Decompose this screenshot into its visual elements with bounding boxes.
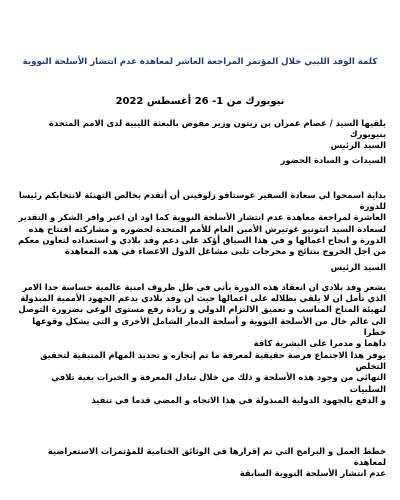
paragraph-line: خطط العمل و البرامج التي تم إقرارها في الوثائق الختامية للمؤتمرات الاستعراضية لمعاهدة	[47, 446, 386, 468]
paragraph-line: عدم انتشار الأسلحة النووية السابقة	[239, 468, 386, 479]
paragraph	[14, 350, 386, 406]
paragraph-line: يشعر وفد بلادي ان انعقاد هذه الدورة يأتي في ظل ظروف امنية عالمية حساسة جدا الامر	[22, 282, 386, 292]
paragraph-line: الدورة و انجاح اعمالها و في هذا السياق أؤكد على دعم وفد بلادي و استعداده لتعاون معكم	[18, 234, 386, 245]
document-title: كلمة الوفد الليبي خلال المؤتمر المراجعة العاشر لمعاهدة عدم انتشار الأسلحة النووية	[22, 57, 378, 67]
address-heading: السيدات و السادة الحضور	[280, 155, 386, 165]
paragraph	[14, 190, 386, 257]
address-heading: السيد الرئيس	[330, 262, 386, 272]
paragraph-line: لسعادة السيد انتونيو غوتيرش الأمين العام للأمم المتحدة لحضوره و مشاركته افتتاح هذه	[28, 223, 386, 234]
paragraph	[14, 282, 386, 349]
paragraph-line: من اجل الخروج بنتائج و مخرجات تلبى مشاغل الدول الاعضاء في هذه المعاهدة	[64, 246, 386, 257]
speaker-line: يلقيها السيد / عصام عمران بن زيتون وزير مفوض بالبعثة الليبية لدى الامم المتحدة	[48, 118, 386, 128]
paragraph-line: النهائي من وجود هذه الأسلحة و ذلك من خلال تبادل المعرفة و الخبرات بغية تلافي السلبيات	[51, 372, 386, 394]
paragraph-line: بداية اسمحوا لي سعادة السفير غوستافو زلوفينن أن أتقدم بخالص التهنئة لانتخابكم رئيسا للدورة	[18, 190, 386, 212]
paragraph-line: يوفر هذا الاجتماع فرصة حقيقية لمعرفة ما تم إنجازه و تحديد المهام المتبقية لتحقيق التخلص	[40, 350, 386, 372]
speaker-line: بنيويورك	[349, 129, 386, 140]
paragraph-line: داهما و مدمرا على البشرية كافة	[253, 338, 386, 349]
document-page	[14, 0, 386, 500]
speaker-block	[14, 118, 386, 152]
paragraph-line: العاشرة لمراجعة معاهدة عدم انتشار الأسلحة النووية كما اود ان اعبر وافر الشكر و التقدير	[18, 212, 386, 223]
speaker-line: السيد الرئيس	[330, 140, 386, 151]
paragraph-line: الذي تأمل ان لا يلقي بظلاله على اعمالها حيث ان وفد بلادي يدعم الجهود الأممية المبذولة	[20, 293, 386, 304]
paragraph-line: الى عالم خال من الأسلحة النووية و أسلحة الدمار الشامل الأخرى و التي يشكل وقوعها خطرا	[32, 315, 386, 337]
date-line: نيويورك من 1- 26 أغسطس 2022	[115, 96, 285, 107]
paragraph	[14, 446, 386, 480]
paragraph-line: و الدفع بالجهود الدولية المبذولة في هذا الاتجاه و المضي قدما في تنفيذ	[91, 394, 386, 405]
paragraph-line: لتهيئة المناخ المناسب و تعميق الالتزام الدولي و زيادة رفع مستوى الوعي بضرورة التوصل	[18, 304, 386, 315]
